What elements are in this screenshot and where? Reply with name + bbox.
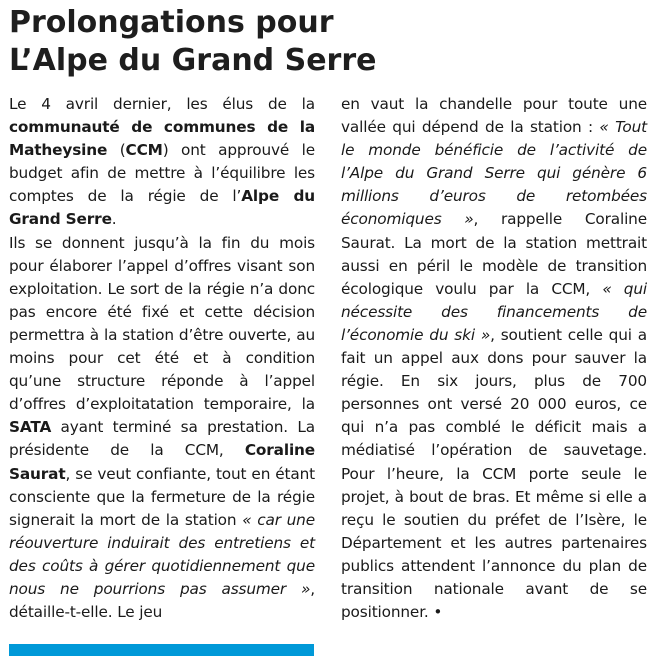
- text-run: (: [107, 141, 126, 160]
- text-run: , rappelle Coraline Saurat. La mort de la station mettrait aussi en péril le modèle de transition écologique voulu par la CCM,: [341, 210, 647, 298]
- paragraph-continuation: [341, 93, 647, 624]
- text-run: en vaut la chandelle pour toute une vallée qui dépend de la station :: [341, 95, 647, 137]
- article-column-right: [341, 93, 647, 624]
- text-run: Le 4 avril dernier, les élus de la: [9, 95, 315, 113]
- article-title: [9, 4, 649, 80]
- text-run: , se veut confiante, tout en étant consciente que la fermeture de la régie signerait la mort de la station: [9, 464, 315, 529]
- italic-quote: « qui nécessite des financements de l’économie du ski »: [341, 279, 648, 344]
- bold-acronym: CCM: [125, 141, 163, 160]
- bold-place-name: Alpe du Grand Serre: [9, 187, 315, 229]
- title-line-2: L’Alpe du Grand Serre: [9, 43, 377, 78]
- text-run: , détaille-t-elle. Le jeu: [9, 579, 315, 622]
- italic-quote: « Tout le monde bénéficie de l’activité de l’Alpe du Grand Serre qui génère 6 millions d’euros de retombées économiques »: [341, 118, 647, 229]
- bold-person-name: Coraline Saurat: [9, 441, 315, 483]
- title-line-1: Prolongations pour: [9, 5, 334, 40]
- text-run: ) ont approuvé le budget afin de mettre à l’équilibre les comptes de la régie de l’: [9, 141, 316, 206]
- italic-quote: « car une réouverture induirait des entretiens et des coûts à gérer quotidiennement que nous ne pourrions pas assumer »: [9, 510, 315, 598]
- bold-company-name: SATA: [9, 418, 52, 437]
- end-mark-icon: •: [428, 603, 443, 622]
- bold-org-name: communauté de communes de la Matheysine: [9, 118, 315, 160]
- text-run: Ils se donnent jusqu’à la fin du mois pour élaborer l’appel d’offres visant son exploitation. Le sort de la régie n’a donc pas encore été fixé et cette décision permettra à la station d’être ouverte, au moins pour cet été et à condition qu’une structure réponde à l’appel d’offres d’exploitatation temporaire, la: [9, 233, 315, 414]
- text-run: ayant terminé sa prestation. La présidente de la CCM,: [9, 418, 315, 460]
- text-run: .: [111, 210, 117, 229]
- paragraph-body: [9, 232, 315, 625]
- article-column-left: [9, 93, 315, 624]
- paragraph-intro: [9, 93, 315, 232]
- text-run: , soutient celle qui a fait un appel aux dons pour sauver la régie. En six jours, plus de 700 personnes ont versé 20 000 euros, ce qui n’a pas comblé le déficit mais a médiatisé l’opération de sauvetage. Pour l’heure, la CCM porte seule le projet, à bout de bras. Et même si elle a reçu le soutien du préfet de l’Isère, le Département et les autres partenaires publics attendent l’annonce du plan de transition nationale avant de se positionner.: [341, 325, 647, 622]
- accent-bar: [9, 644, 314, 656]
